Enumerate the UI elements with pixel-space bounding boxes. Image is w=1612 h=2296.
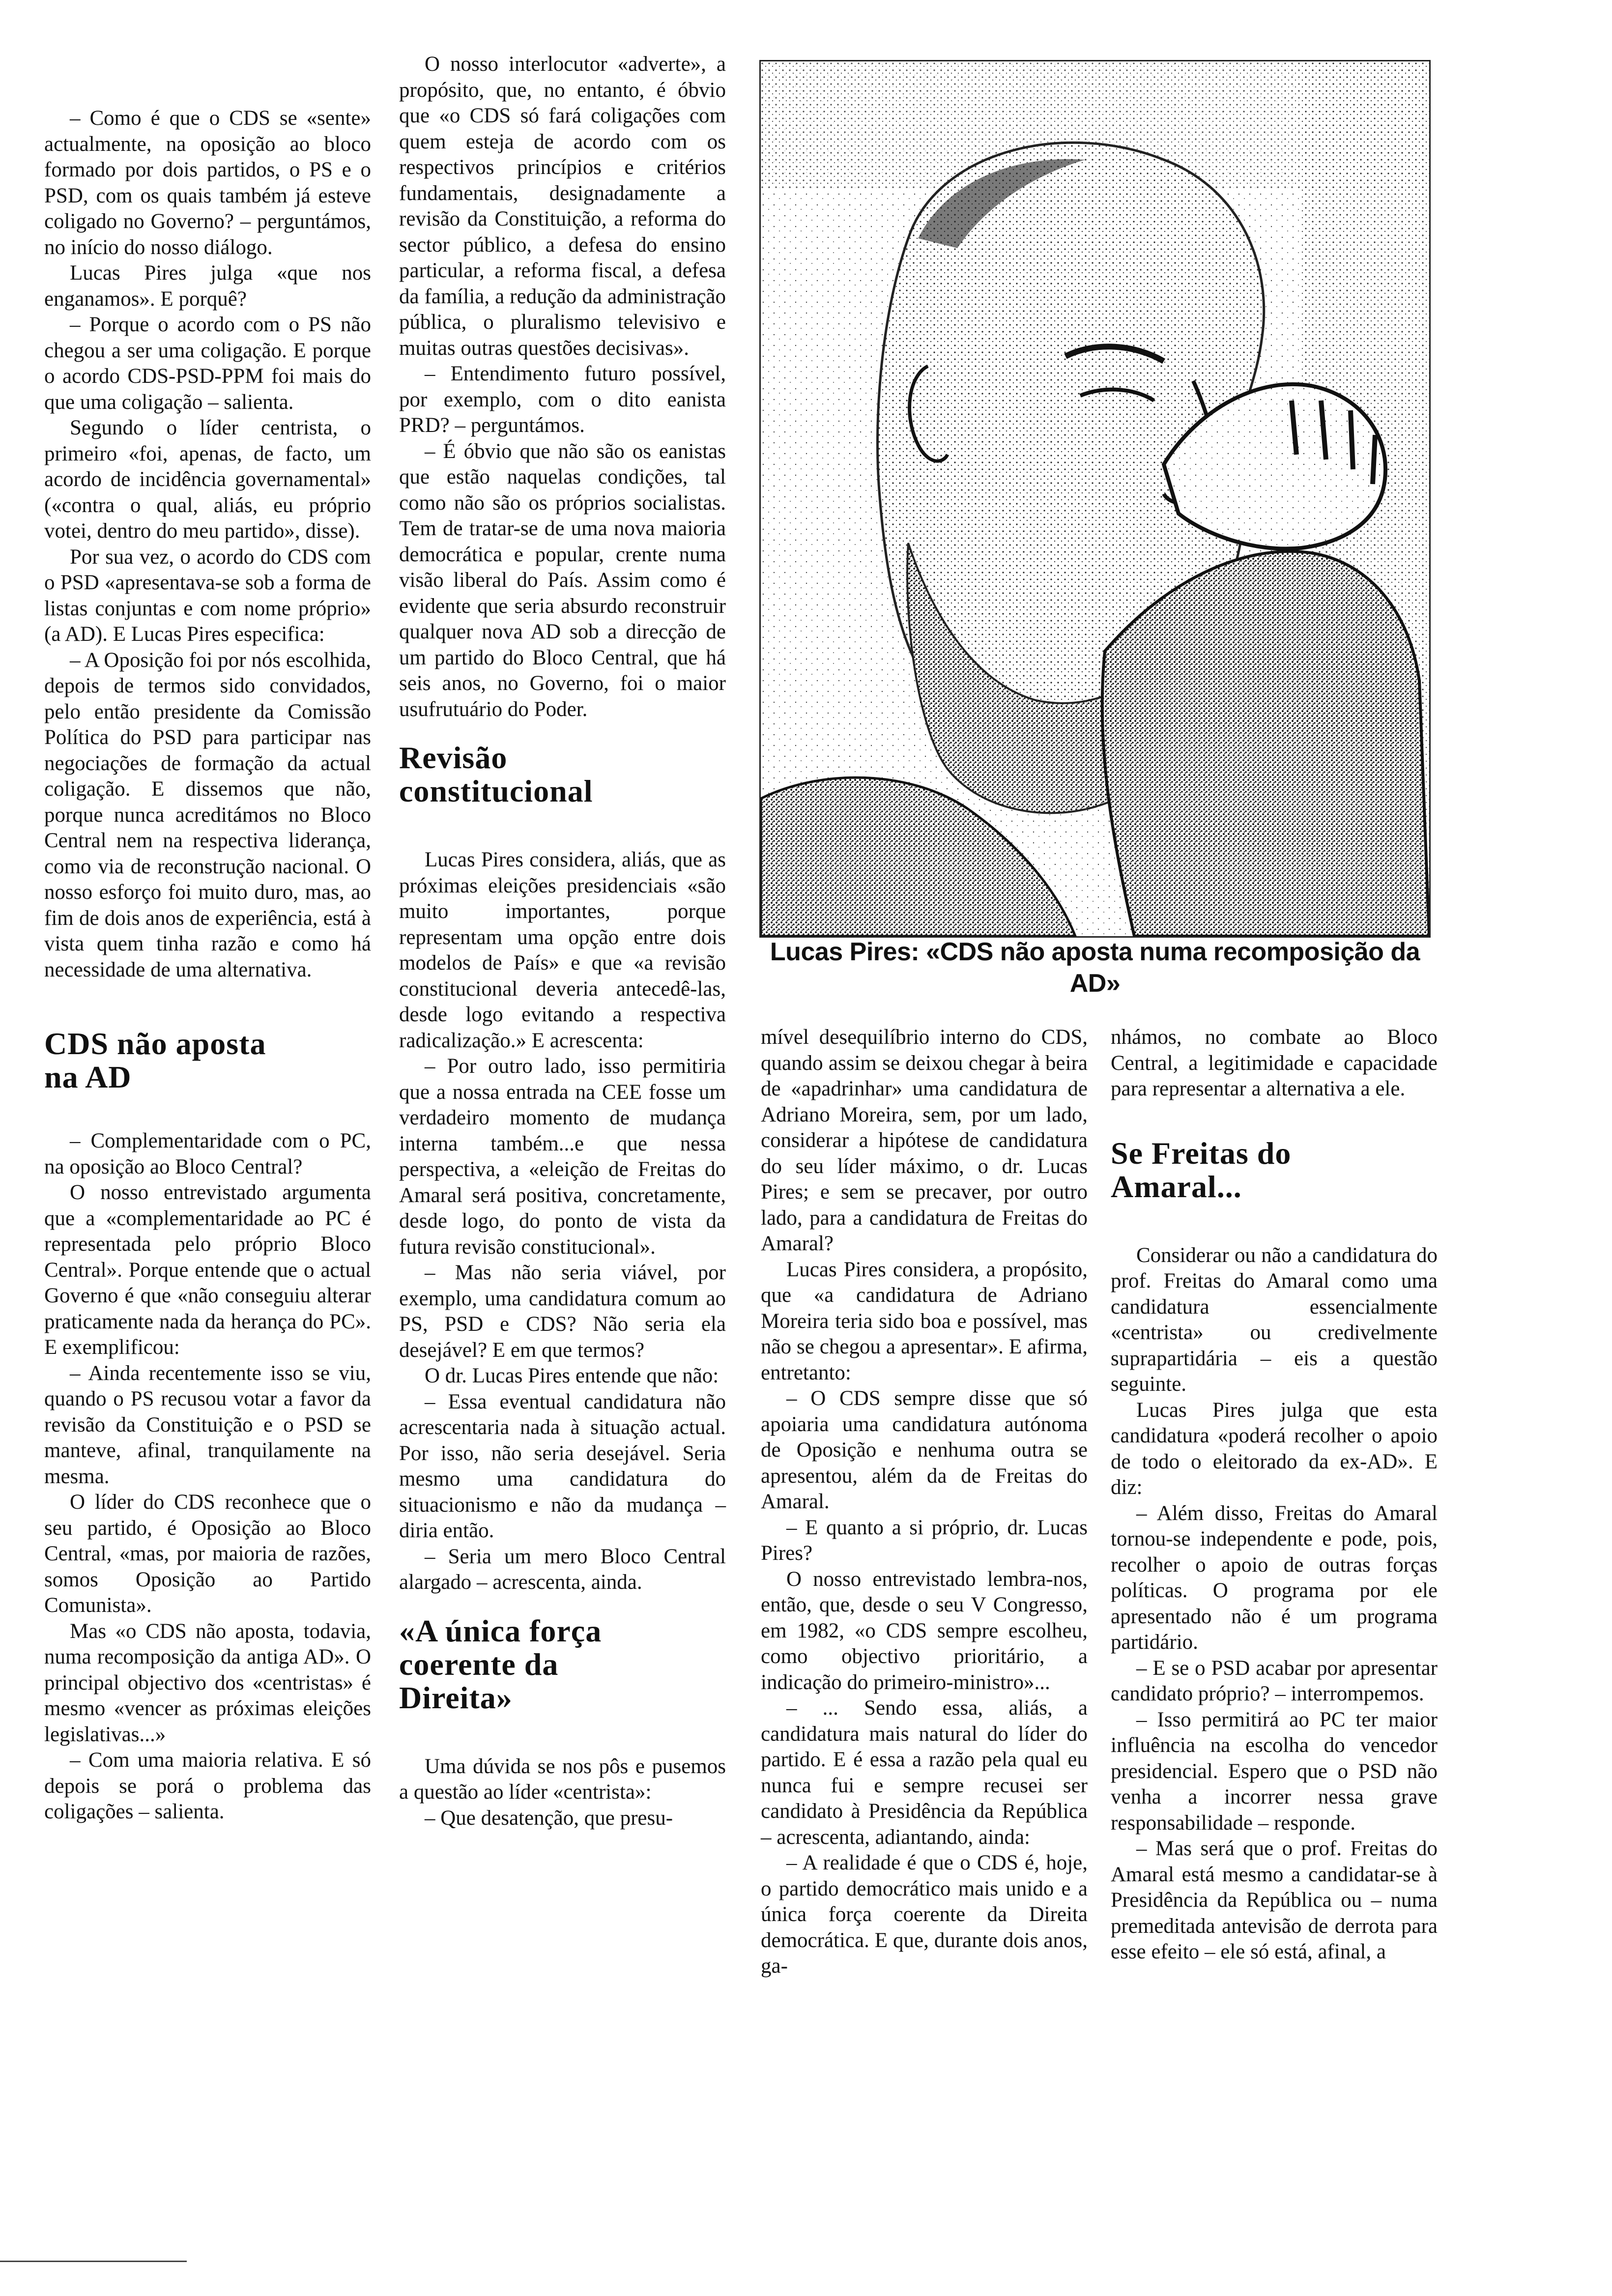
section-heading: Se Freitas do Amaral... — [1111, 1135, 1292, 1204]
paragraph: Lucas Pires considera, aliás, que as próximas eleições presidenciais «são muito importantes, porque representam uma opção entre dois modelos de País» e que «a revisão constitucional deveria antecedê-las, desde logo evitando a respectiva radicalização.» E acrescenta: — [399, 848, 726, 1052]
paragraph: – Que desatenção, que presu- — [425, 1806, 673, 1830]
paragraph: – ... Sendo essa, aliás, a candidatura mais natural do líder do partido. E é essa a razão pela qual eu nunca fui e sempre recusei ser candidato à Presidência da República – acrescenta, adiantando, ainda: — [761, 1696, 1088, 1849]
paragraph: – A Oposição foi por nós escolhida, depois de termos sido convidados, pelo então presidente da Comissão Política do PSD para participar nas negociações de formação da actual coligação. E dissemos que não, porque nunca acreditámos no Bloco Central nem na respectiva liderança, como via de reconstrução nacional. O nosso esforço foi muito duro, mas, ao fim de dois anos de experiência, está à vista quem tinha razão e como há necessidade de uma alternativa. — [44, 648, 371, 981]
section-heading: CDS não aposta na AD — [44, 1026, 266, 1094]
paragraph: – Ainda recentemente isso se viu, quando o PS recusou votar a favor da revisão da Constituição e o PSD se manteve, afinal, tranquilamente na mesma. — [44, 1361, 371, 1488]
paragraph: nhámos, no combate ao Bloco Central, a legitimidade e capacidade para representar a alternativa a ele. — [1111, 1026, 1438, 1100]
paragraph: O dr. Lucas Pires entende que não: — [425, 1364, 719, 1387]
column-2 — [399, 52, 726, 1831]
paragraph: Lucas Pires julga «que nos enganamos». E porquê? — [44, 261, 371, 311]
portrait-photo — [759, 60, 1431, 938]
paragraph: Segundo o líder centrista, o primeiro «foi, apenas, de facto, um acordo de incidência governamental» («contra o qual, aliás, eu próprio votei, dentro do meu partido», disse). — [44, 416, 371, 543]
photo-caption: Lucas Pires: «CDS não aposta numa recomposição da AD» — [770, 938, 1420, 998]
column-4 — [1111, 1025, 1438, 1965]
paragraph: Lucas Pires considera, a propósito, que «a candidatura de Adriano Moreira teria sido boa e possível, mas não se chegou a apresentar». E afirma, entretanto: — [761, 1258, 1088, 1384]
paragraph: – E se o PSD acabar por apresentar candidato próprio? – interrompemos. — [1111, 1656, 1438, 1705]
paragraph: Considerar ou não a candidatura do prof. Freitas do Amaral como uma candidatura essencialmente «centrista» ou credivelmente suprapartidária – eis a questão seguinte. — [1111, 1243, 1438, 1396]
column-1 — [44, 106, 371, 1825]
paragraph: O nosso interlocutor «adverte», a propósito, que, no entanto, é óbvio que «o CDS só fará coligações com quem esteja de acordo com os respectivos princípios e critérios fundamentais, designadamente a revisão da Constituição, a reforma do sector público, a defesa do ensino particular, a reforma fiscal, a defesa da família, a redução da administração pública, o pluralismo televisivo e muitas outras questões decisivas». — [399, 53, 726, 360]
paragraph: Uma dúvida se nos pôs e pusemos a questão ao líder «centrista»: — [399, 1754, 726, 1804]
paragraph: – A realidade é que o CDS é, hoje, o partido democrático mais unido e a única força coerente da Direita democrática. E que, durante dois anos, ga- — [761, 1851, 1088, 1978]
paragraph: O líder do CDS reconhece que o seu partido, é Oposição ao Bloco Central, «mas, por maioria de razões, somos Oposição ao Partido Comunista». — [44, 1491, 371, 1617]
paragraph: O nosso entrevistado argumenta que a «complementaridade ao PC é representada pelo próprio Bloco Central». Porque entende que o actual Governo é que «não conseguiu alterar praticamente nada da herança do PC». E exemplificou: — [44, 1181, 371, 1359]
paragraph: – Além disso, Freitas do Amaral tornou-se independente e pode, pois, recolher o apoio de outras forças políticas. O programa por ele apresentado não é um programa partidário. — [1111, 1501, 1438, 1654]
column-3 — [761, 1025, 1088, 1980]
paragraph: Lucas Pires julga que esta candidatura «poderá recolher o apoio de todo o eleitorado da ex-AD». E diz: — [1111, 1398, 1438, 1499]
paragraph: – Porque o acordo com o PS não chegou a ser uma coligação. E porque o acordo CDS-PSD-PPM foi mais do que uma coligação – salienta. — [44, 313, 371, 414]
section-heading: Revisão constitucional — [399, 740, 593, 808]
paragraph: – Com uma maioria relativa. E só depois se porá o problema das coligações – salienta. — [44, 1749, 371, 1823]
paragraph: mível desequilíbrio interno do CDS, quando assim se deixou chegar à beira de «apadrinhar» uma candidatura de Adriano Moreira, sem, por um lado, considerar a hipótese de candidatura do seu líder máximo, o dr. Lucas Pires; e sem se precaver, por outro lado, para a candidatura de Freitas do Amaral? — [761, 1026, 1088, 1255]
paragraph: – Mas não seria viável, por exemplo, uma candidatura comum ao PS, PSD e CDS? Não seria ela desejável? E em que termos? — [399, 1261, 726, 1362]
paragraph: Por sua vez, o acordo do CDS com o PSD «apresentava-se sob a forma de listas conjuntas e com nome próprio» (a AD). E Lucas Pires especifica: — [44, 545, 371, 646]
paragraph: – Entendimento futuro possível, por exemplo, com o dito eanista PRD? – perguntámos. — [399, 362, 726, 437]
portrait-illustration — [761, 61, 1429, 936]
paragraph: – Complementaridade com o PC, na oposição ao Bloco Central? — [44, 1129, 371, 1178]
paragraph: – O CDS sempre disse que só apoiaria uma candidatura autónoma de Oposição e nenhuma outra se apresentou, além da de Freitas do Amaral. — [761, 1387, 1088, 1513]
paragraph: – Por outro lado, isso permitiria que a nossa entrada na CEE fosse um verdadeiro momento de mudança interna também...e que nessa perspectiva, a «eleição de Freitas do Amaral será positiva, concretamente, desde logo, do ponto de vista da futura revisão constitucional». — [399, 1055, 726, 1259]
paragraph: Mas «o CDS não aposta, todavia, numa recomposição da antiga AD». O principal objectivo dos «centristas» é mesmo «vencer as próximas eleições legislativas...» — [44, 1619, 371, 1746]
paragraph: – Como é que o CDS se «sente» actualmente, na oposição ao bloco formado por dois partidos, o PS e o PSD, com os quais também já esteve coligado no Governo? – perguntámos, no início do nosso diálogo. — [44, 107, 371, 259]
paragraph: – Mas será que o prof. Freitas do Amaral está mesmo a candidatar-se à Presidência da República ou – numa premeditada antevisão de derrota para esse efeito – ele só está, afinal, a — [1111, 1837, 1438, 1963]
bottom-rule — [0, 2261, 187, 2262]
section-heading: «A única força coerente da Direita» — [399, 1613, 602, 1715]
paragraph: – Essa eventual candidatura não acrescentaria nada à situação actual. Por isso, não seria desejável. Seria mesmo uma candidatura do situacionismo e não da mudança – diria então. — [399, 1390, 726, 1542]
paragraph: – É óbvio que não são os eanistas que estão naquelas condições, tal como não são os próprios socialistas. Tem de tratar-se de uma nova maioria democrática e popular, crente numa visão liberal do País. Assim como é evidente que seria absurdo reconstruir qualquer nova AD sob a direcção de um partido do Bloco Central, que há seis anos, no Governo, foi o maior usufrutuário do Poder. — [399, 439, 726, 721]
paragraph: – Isso permitirá ao PC ter maior influência na escolha do vencedor presidencial. Espero que o PSD não venha a incorrer nessa grave responsabilidade – responde. — [1111, 1708, 1438, 1835]
paragraph: O nosso entrevistado lembra-nos, então, que, desde o seu V Congresso, em 1982, «o CDS sempre escolheu, como objectivo prioritário, a indicação do primeiro-ministro»... — [761, 1567, 1088, 1694]
paragraph: – Seria um mero Bloco Central alargado – acrescenta, ainda. — [399, 1545, 726, 1594]
paragraph: – E quanto a si próprio, dr. Lucas Pires? — [761, 1516, 1088, 1565]
